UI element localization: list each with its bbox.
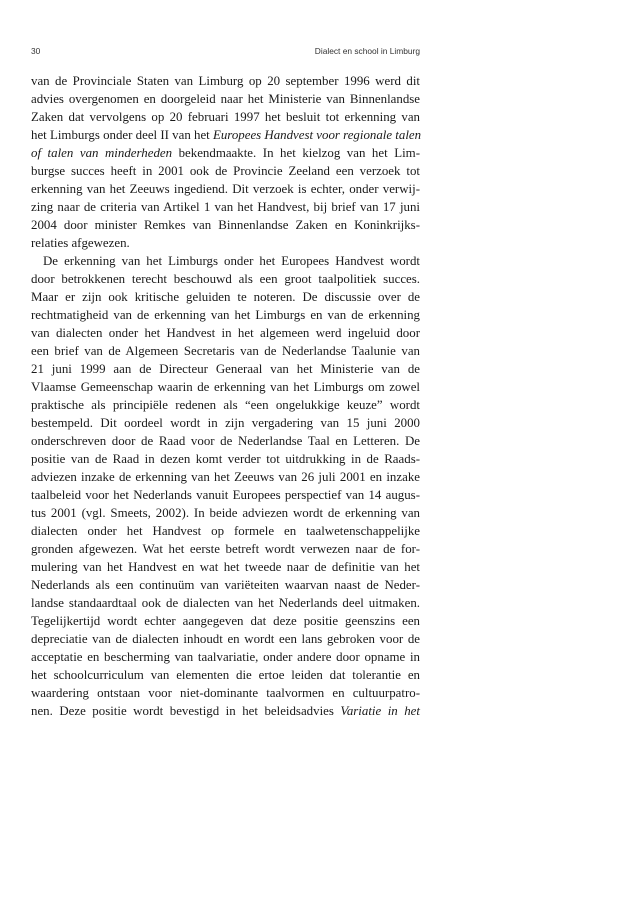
text-segment: relaties afgewezen. xyxy=(31,236,130,250)
text-line xyxy=(31,252,420,270)
text-segment: Tegelijkertijd wordt echter aangegeven dat deze positie geenszins een xyxy=(31,614,420,628)
text-segment: taalbeleid voor het Nederlands vanuit Europees perspectief van 14 augus- xyxy=(31,488,420,502)
text-segment: adviezen inzake de erkenning van het Zeeuws van 26 juli 2001 en inzake xyxy=(31,470,420,484)
text-line xyxy=(31,180,420,198)
text-line xyxy=(31,684,420,702)
text-line xyxy=(31,234,420,252)
text-line xyxy=(31,126,420,144)
text-segment: rechtmatigheid van de erkenning van het Limburgs en van de erkenning xyxy=(31,308,420,322)
text-line xyxy=(31,216,420,234)
text-line xyxy=(31,702,420,720)
text-segment: het schoolcurriculum van elementen die ertoe leiden dat tolerantie en xyxy=(31,668,420,682)
text-segment: Zaken dat vervolgens op 20 februari 1997 het besluit tot erkenning van xyxy=(31,110,420,124)
italic-title: of talen van minderheden xyxy=(31,146,173,160)
text-segment: De erkenning van het Limburgs onder het Europees Handvest wordt xyxy=(43,254,420,268)
text-line xyxy=(31,558,420,576)
text-line xyxy=(31,396,420,414)
text-segment: van dialecten onder het Handvest in het algemeen werd ingeluid door xyxy=(31,326,420,340)
text-line xyxy=(31,72,420,90)
text-line xyxy=(31,90,420,108)
text-segment: Maar er zijn ook kritische geluiden te noteren. De discussie over de xyxy=(31,290,420,304)
italic-title: Variatie in het xyxy=(340,704,420,718)
text-line xyxy=(31,630,420,648)
text-line xyxy=(31,108,420,126)
text-line xyxy=(31,522,420,540)
text-line xyxy=(31,432,420,450)
text-segment: zing naar de criteria van Artikel 1 van het Handvest, bij brief van 17 juni xyxy=(31,200,420,214)
text-segment: nen. Deze positie wordt bevestigd in het beleidsadvies xyxy=(31,704,341,718)
text-line xyxy=(31,612,420,630)
text-line xyxy=(31,306,420,324)
text-line xyxy=(31,450,420,468)
text-line xyxy=(31,270,420,288)
text-line xyxy=(31,288,420,306)
text-segment: mulering van het Handvest en wat het tweede naar de definitie van het xyxy=(31,560,420,574)
text-segment: acceptatie en bescherming van taalvariatie, onder andere door opname in xyxy=(31,650,420,664)
text-segment: 21 juni 1999 aan de Directeur Generaal van het Ministerie van de xyxy=(31,362,420,376)
text-line xyxy=(31,576,420,594)
text-segment: advies overgenomen en doorgeleid naar het Ministerie van Binnenlandse xyxy=(31,92,420,106)
text-line xyxy=(31,468,420,486)
text-segment: tus 2001 (vgl. Smeets, 2002). In beide adviezen wordt de erkenning van xyxy=(31,506,420,520)
running-head xyxy=(31,46,420,60)
text-line xyxy=(31,324,420,342)
text-segment: het Limburgs onder deel II van het xyxy=(31,128,213,142)
text-line xyxy=(31,342,420,360)
text-segment: burgse succes heeft in 2001 ook de Provincie Zeeland een verzoek tot xyxy=(31,164,420,178)
text-segment: onderschreven door de Raad voor de Nederlandse Taal en Letteren. De xyxy=(31,434,420,448)
text-line xyxy=(31,504,420,522)
italic-title: Europees Handvest voor regionale talen xyxy=(212,128,422,142)
text-segment: bestempeld. Dit oordeel wordt in zijn vergadering van 15 juni 2000 xyxy=(31,416,420,430)
text-segment: van de Provinciale Staten van Limburg op 20 september 1996 werd dit xyxy=(31,74,420,88)
text-segment: praktische als principiële redenen als “een ongelukkige keuze” wordt xyxy=(31,398,420,412)
text-segment: gronden afgewezen. Wat het eerste betreft wordt verwezen naar de for- xyxy=(31,542,420,556)
text-segment: erkenning van het Zeeuws ingediend. Dit verzoek is echter, onder verwij- xyxy=(31,182,420,196)
text-line xyxy=(31,378,420,396)
text-line xyxy=(31,540,420,558)
body-text xyxy=(31,72,420,720)
text-segment: landse standaardtaal ook de dialecten van het Nederlands deel uitmaken. xyxy=(31,596,420,610)
text-segment: Vlaamse Gemeenschap waarin de erkenning van het Limburgs om zowel xyxy=(31,380,420,394)
text-line xyxy=(31,198,420,216)
paragraph xyxy=(31,72,420,252)
page-number: 30 xyxy=(31,46,41,56)
running-title: Dialect en school in Limburg xyxy=(314,46,420,56)
text-line xyxy=(31,666,420,684)
text-segment: depreciatie van de dialecten inhoudt en wordt een lans gebroken voor de xyxy=(31,632,420,646)
text-line xyxy=(31,360,420,378)
text-line xyxy=(31,414,420,432)
text-line xyxy=(31,486,420,504)
text-line xyxy=(31,594,420,612)
text-line xyxy=(31,648,420,666)
text-segment: Nederlands als een continuüm van variëteiten waarvan naast de Neder- xyxy=(31,578,420,592)
text-line xyxy=(31,162,420,180)
text-segment: dialecten onder het Handvest op formele en taalwetenschappelijke xyxy=(31,524,420,538)
text-line xyxy=(31,144,420,162)
text-segment: 2004 door minister Remkes van Binnenlandse Zaken en Koninkrijks- xyxy=(31,218,420,232)
text-segment: een brief van de Algemeen Secretaris van de Nederlandse Taalunie van xyxy=(31,344,420,358)
text-segment: waardering ontstaan voor niet-dominante taalvormen en cultuurpatro- xyxy=(31,686,420,700)
text-segment: bekendmaakte. In het kielzog van het Lim- xyxy=(172,146,420,160)
text-segment: door betrokkenen terecht beschouwd als een groot taalpolitiek succes. xyxy=(31,272,420,286)
paragraph xyxy=(31,252,420,720)
text-segment: positie van de Raad in dezen komt verder tot uitdrukking in de Raads- xyxy=(31,452,420,466)
